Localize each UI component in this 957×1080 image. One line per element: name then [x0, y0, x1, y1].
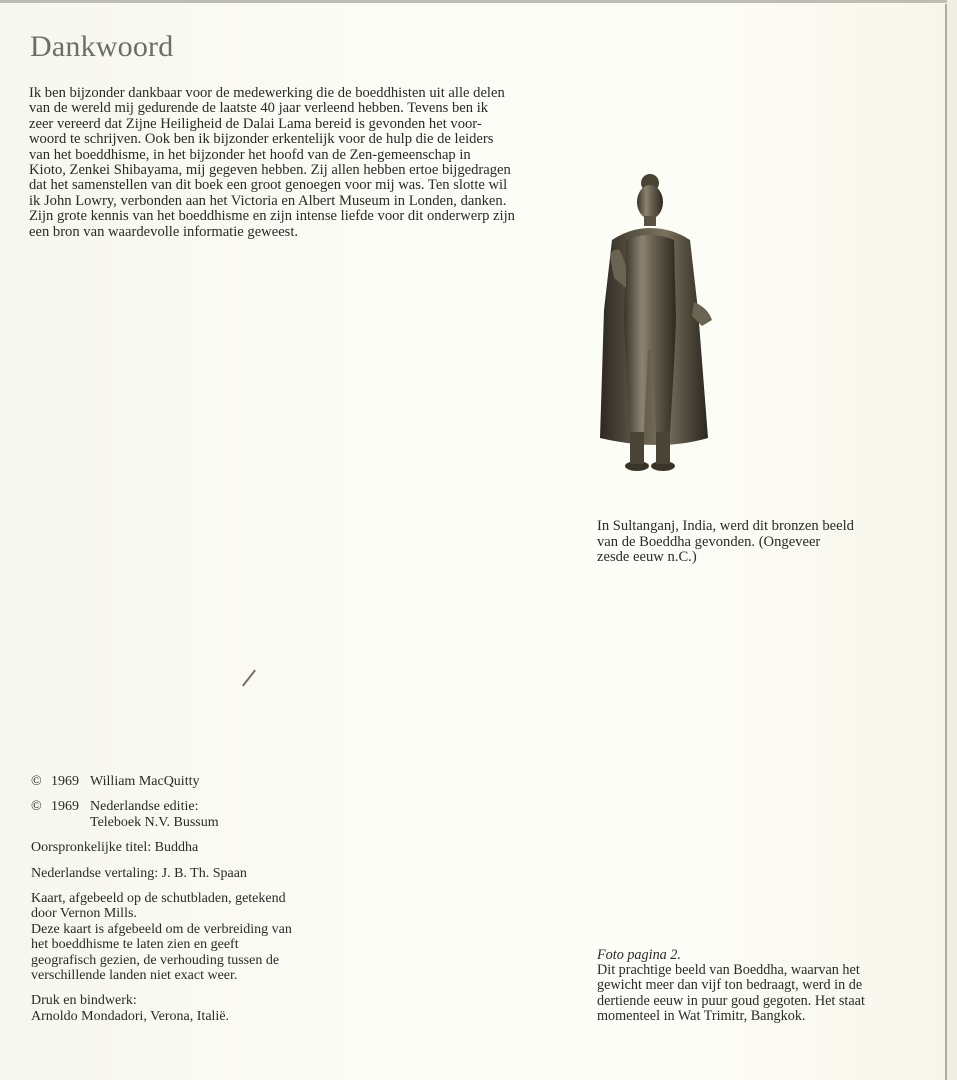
copyright-author: © 1969 William MacQuitty — [31, 774, 200, 789]
text-line: Zijn grote kennis van het boeddhisme en zijn intense liefde voor dit onderwerp zijn — [29, 208, 515, 225]
map-note: Kaart, afgebeeld op de schutbladen, getekend door Vernon Mills. Deze kaart is afgebeeld om de verbreiding van het boeddhisme te laten zien en geeft geografisch gezien, de verhouding tussen de verschillende landen niet exact weer. — [31, 891, 292, 984]
statue-caption — [597, 519, 897, 566]
photo-page-2-note: Foto pagina 2. Dit prachtige beeld van Boeddha, waarvan het gewicht meer dan vijf ton bedraagt, werd in de dertiende eeuw in puur goud gegoten. Het staat momenteel in Wat Trimitr, Bangkok. — [597, 948, 917, 1024]
photo-note-label: Foto pagina 2. — [597, 947, 681, 963]
text-line: van de wereld mij gedurende de laatste 40 jaar verleend hebben. Tevens ben ik — [29, 100, 489, 117]
acknowledgement-text — [29, 86, 559, 240]
page-fold-crease — [945, 4, 947, 1080]
text-line: woord te schrijven. Ook ben ik bijzonder erkentelijk voor de hulp die de leiders — [29, 131, 494, 148]
caption-line: zesde eeuw n.C.) — [597, 549, 697, 566]
text-line: van het boeddhisme, in het bijzonder het hoofd van de Zen-gemeenschap in — [29, 146, 471, 163]
page-title: Dankwoord — [30, 30, 174, 63]
page-right-strip — [947, 0, 957, 1080]
text-line: zeer vereerd dat Zijne Heiligheid de Dalai Lama bereid is gevonden het voor- — [29, 115, 482, 132]
text-line: een bron van waardevolle informatie geweest. — [29, 223, 299, 240]
copyright-icon: © — [31, 799, 42, 815]
text-line: dat het samenstellen van dit boek een groot genoegen voor mij was. Ten slotte wil — [29, 177, 508, 194]
original-title: Oorspronkelijke titel: Buddha — [31, 840, 199, 856]
translator: Nederlandse vertaling: J. B. Th. Spaan — [31, 865, 247, 881]
caption-line: In Sultanganj, India, werd dit bronzen beeld — [597, 518, 854, 534]
text-line: Ik ben bijzonder dankbaar voor de medewerking die de boeddhisten uit alle delen — [29, 85, 505, 101]
copyright-icon: © — [31, 774, 42, 789]
printer-note: Druk en bindwerk: Arnoldo Mondadori, Verona, Italië. — [31, 993, 230, 1024]
page-top-edge — [0, 0, 957, 3]
text-line: Kioto, Zenkei Shibayama, mij gegeven hebben. Zij allen hebben ertoe bijgedragen — [29, 162, 511, 179]
copyright-dutch-edition: © 1969 Nederlandse editie: Teleboek N.V. Bussum — [31, 799, 219, 830]
text-line: ik John Lowry, verbonden aan het Victoria en Albert Museum in Londen, danken. — [29, 192, 507, 209]
colophon — [31, 774, 331, 1034]
caption-line: van de Boeddha gevonden. (Ongeveer — [597, 533, 821, 550]
buddha-statue-photo — [590, 170, 730, 480]
